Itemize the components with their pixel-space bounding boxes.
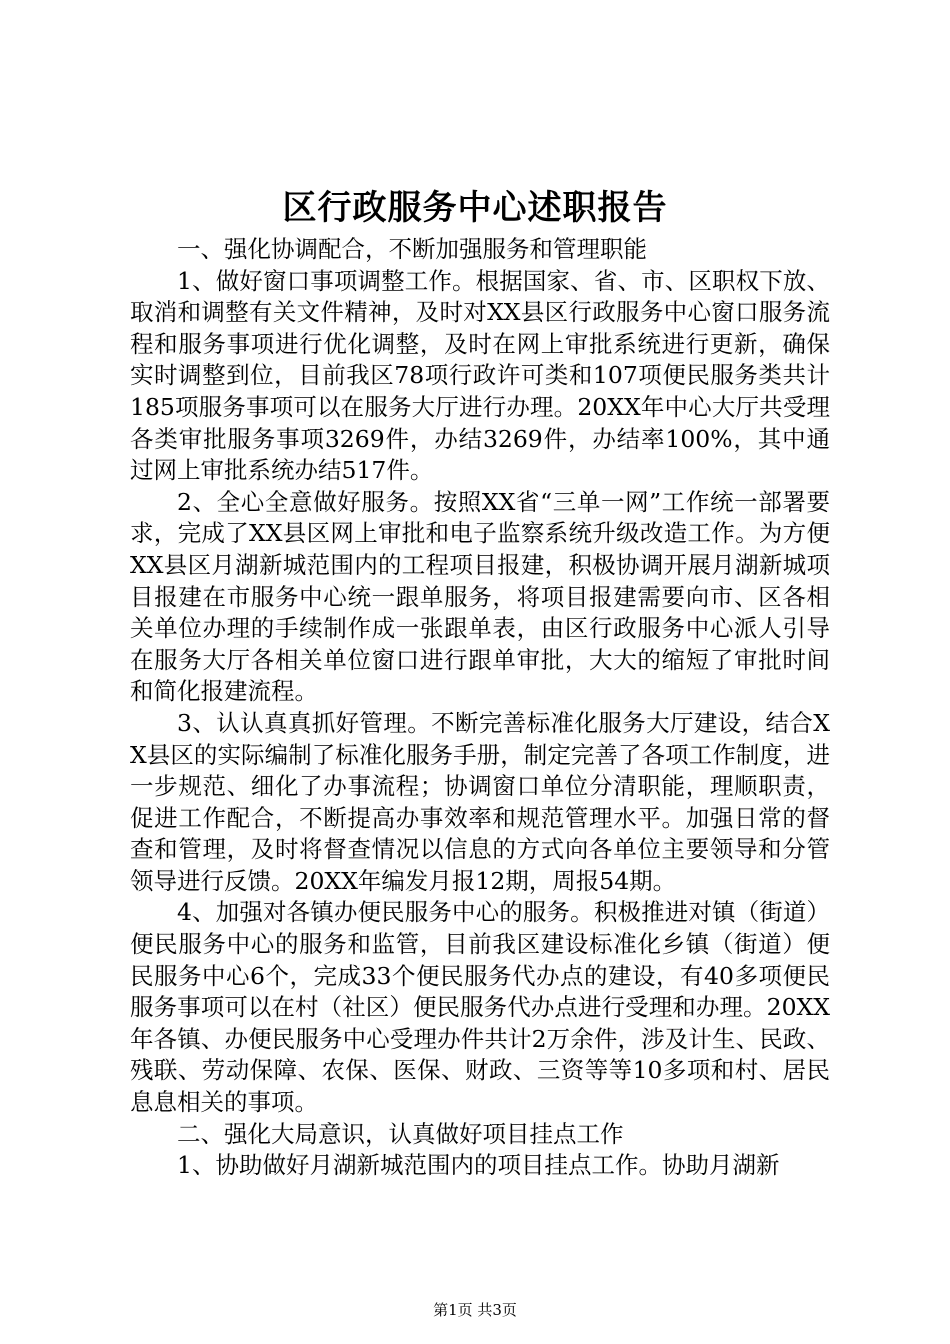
paragraph: 2、全心全意做好服务。按照XX省“三单一网”工作统一部署要求，完成了XX县区网上审批和电子监察系统升级改造工作。为方便XX县区月湖新城范围内的工程项目报建，积极协调开展月湖新城项目报建在市服务中心统一跟单服务，将项目报建需要向市、区各相关单位办理的手续制作成一张跟单表，由区行政服务中心派人引导在服务大厅各相关单位窗口进行跟单审批，大大的缩短了审批时间和简化报建流程。 (130, 487, 830, 706)
paragraph: 1、协助做好月湖新城范围内的项目挂点工作。协助月湖新 (177, 1151, 780, 1180)
document-body (130, 234, 830, 1182)
section-heading: 二、强化大局意识，认真做好项目挂点工作 (177, 1119, 624, 1148)
paragraph: 1、做好窗口事项调整工作。根据国家、省、市、区职权下放、取消和调整有关文件精神，及时对XX县区行政服务中心窗口服务流程和服务事项进行优化调整，及时在网上审批系统进行更新，确保实时调整到位，目前我区78项行政许可类和107项便民服务类共计185项服务事项可以在服务大厅进行办理。20XX年中心大厅共受理各类审批服务事项3269件，办结3269件，办结率100%，其中通过网上审批系统办结517件。 (130, 266, 830, 485)
paragraph: 4、加强对各镇办便民服务中心的服务。积极推进对镇（街道）便民服务中心的服务和监管，目前我区建设标准化乡镇（街道）便民服务中心6个，完成33个便民服务代办点的建设，有40多项便民服务事项可以在村（社区）便民服务代办点进行受理和办理。20XX年各镇、办便民服务中心受理办件共计2万余件，涉及计生、民政、残联、劳动保障、农保、医保、财政、三资等等10多项和村、居民息息相关的事项。 (130, 898, 830, 1117)
document-title: 区行政服务中心述职报告 (282, 188, 668, 228)
page-footer: 第1页 共3页 (433, 1301, 517, 1319)
section-heading: 一、强化协调配合，不断加强服务和管理职能 (177, 235, 647, 263)
paragraph: 3、认认真真抓好管理。不断完善标准化服务大厅建设，结合XX县区的实际编制了标准化服务手册，制定完善了各项工作制度，进一步规范、细化了办事流程；协调窗口单位分清职能，理顺职责，促进工作配合，不断提高办事效率和规范管理水平。加强日常的督查和管理，及时将督查情况以信息的方式向各单位主要领导和分管领导进行反馈。20XX年编发月报12期，周报54期。 (130, 708, 830, 895)
